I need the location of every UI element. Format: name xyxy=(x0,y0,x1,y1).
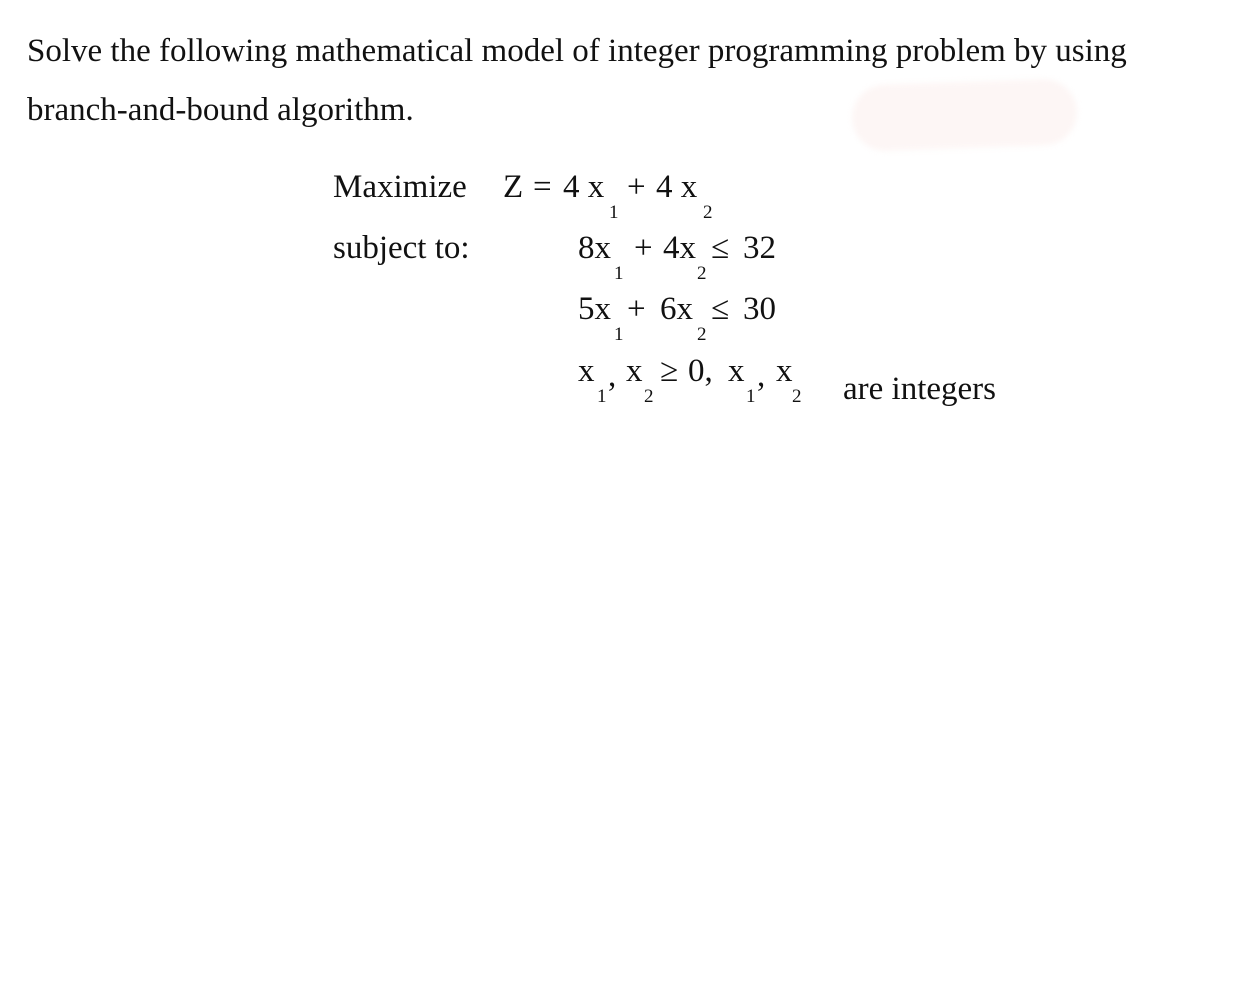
problem-line-1: Solve the following mathematical model of integer programming problem by using xyxy=(27,33,1127,69)
objective-plus: + xyxy=(627,169,646,205)
constraint-2-relation: ≤ xyxy=(711,291,730,327)
constraint-1-rhs: 32 xyxy=(743,230,776,266)
constraint-1-term-1: 8x xyxy=(578,230,611,266)
domain-x-c: x xyxy=(728,353,745,389)
domain-comma-a: , xyxy=(608,358,617,394)
problem-line-2: branch-and-bound algorithm. xyxy=(27,92,414,128)
constraint-1-relation: ≤ xyxy=(711,230,730,266)
constraint-2-sub-1: 1 xyxy=(614,324,624,345)
constraint-2-rhs: 30 xyxy=(743,291,776,327)
maximize-label: Maximize xyxy=(333,169,467,205)
constraint-2-plus: + xyxy=(627,291,646,327)
objective-equals: = xyxy=(533,169,552,205)
domain-sub-d: 2 xyxy=(792,386,802,407)
domain-x-b: x xyxy=(626,353,643,389)
objective-sub-1: 1 xyxy=(609,202,619,223)
domain-zero: 0, xyxy=(688,353,713,389)
objective-term-1: 4 x xyxy=(563,169,605,205)
domain-x-d: x xyxy=(776,353,793,389)
domain-relation: ≥ xyxy=(660,353,679,389)
integer-note: are integers xyxy=(843,371,996,407)
objective-term-2: 4 x xyxy=(656,169,698,205)
domain-sub-b: 2 xyxy=(644,386,654,407)
constraint-2-sub-2: 2 xyxy=(697,324,707,345)
domain-sub-c: 1 xyxy=(746,386,756,407)
objective-z: Z xyxy=(503,169,524,205)
constraint-1-sub-2: 2 xyxy=(697,263,707,284)
objective-sub-2: 2 xyxy=(703,202,713,223)
domain-comma-c: , xyxy=(757,358,766,394)
domain-sub-a: 1 xyxy=(597,386,607,407)
constraint-2-term-2: 6x xyxy=(660,291,693,327)
constraint-1-term-2: 4x xyxy=(663,230,696,266)
constraint-1-plus: + xyxy=(634,230,653,266)
constraint-1-sub-1: 1 xyxy=(614,263,624,284)
problem-statement xyxy=(27,22,1217,140)
subject-to-label: subject to: xyxy=(333,230,470,266)
domain-x-a: x xyxy=(578,353,595,389)
constraint-2-term-1: 5x xyxy=(578,291,611,327)
